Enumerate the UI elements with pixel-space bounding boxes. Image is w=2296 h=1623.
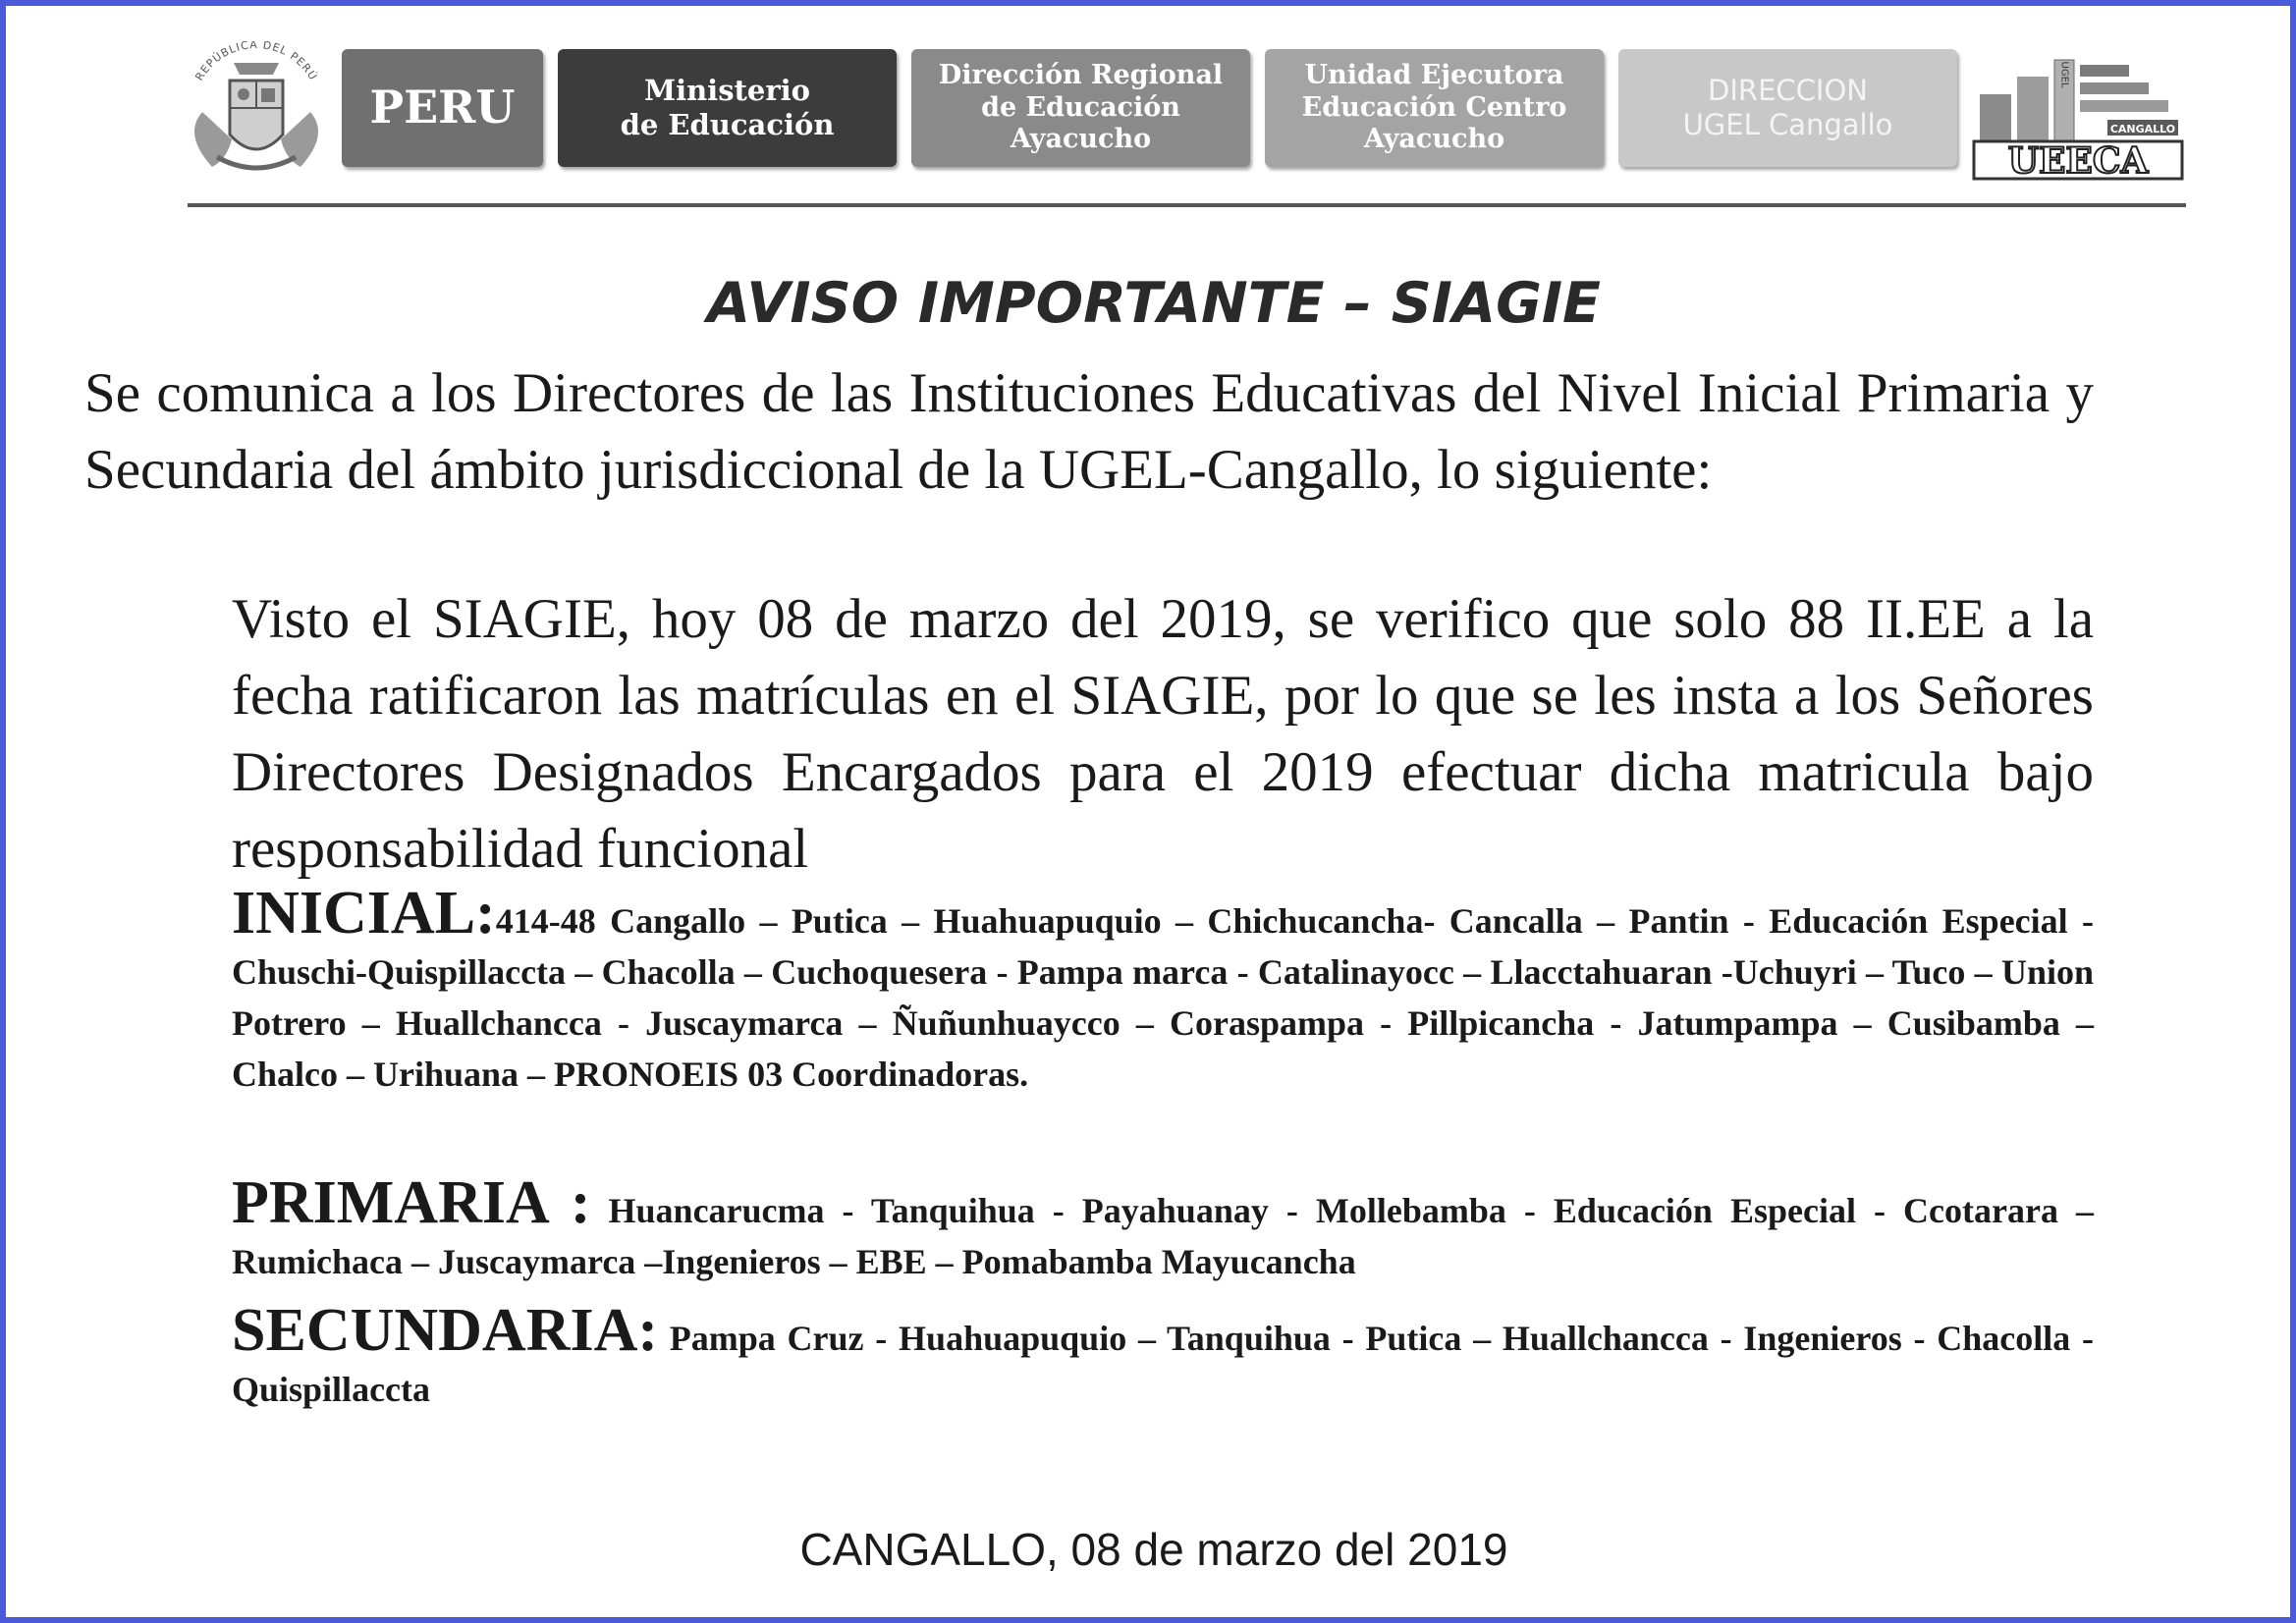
level-primaria — [232, 1169, 2094, 1287]
document-date: CANGALLO, 08 de marzo del 2019 — [799, 1524, 1508, 1575]
level-primaria-list: Huancarucma - Tanquihua - Payahuanay - Mollebamba - Educación Especial - Ccotarara – Rumichaca – Juscaymarca –Ingenieros – EBE – Pomabamba Mayucancha — [232, 1191, 2094, 1281]
ue-line-1: Unidad Ejecutora — [1304, 60, 1564, 91]
letterhead — [173, 37, 2196, 185]
ue-line-3: Ayacucho — [1363, 124, 1505, 155]
document-title: AVISO IMPORTANTE – SIAGIE — [707, 271, 1601, 336]
level-inicial-list: 414-48 Cangallo – Putica – Huahuapuquio – Chichucancha- Cancalla – Pantin - Educación Especial -Chuschi-Quispillaccta – Chacolla – Cuchoquesera - Pampa marca - Catalinayocc – Llacctahuaran -Uchuyri – Tuco – Union Potrero – Huallchancca - Juscaymarca – Ñuñunhuaycco – Coraspampa - Pillpicancha - Jatumpampa – Cusibamba – Chalco – Urihuana – PRONOEIS 03 Coordinadoras. — [232, 901, 2094, 1094]
ugel-line-2: UGEL Cangallo — [1682, 108, 1893, 141]
dre-line-1: Dirección Regional — [938, 60, 1224, 91]
peru-block — [342, 49, 543, 167]
level-secundaria-list: Pampa Cruz - Huahuapuquio – Tanquihua - Putica – Huallchancca - Ingenieros - Chacolla - Quispillaccta — [232, 1319, 2095, 1409]
logo-vertical-text: UGEL — [2058, 61, 2070, 88]
coat-of-arms-icon — [173, 41, 340, 179]
ueeca-logo — [1970, 55, 2186, 183]
level-inicial-label: INICIAL: — [232, 880, 496, 947]
logo-main-text: UEECA — [2007, 140, 2149, 182]
seal-text: REPÚBLICA DEL PERÚ — [192, 41, 320, 83]
notice-paragraph: Visto el SIAGIE, hoy 08 de marzo del 2019, se verifico que solo 88 II.EE a la fecha ratificaron las matrículas en el SIAGIE, por lo que se les insta a los Señores Directores Designados Encargados para el 2019 efectuar dicha matricula bajo responsabilidad funcional — [232, 588, 2094, 880]
level-primaria-label: PRIMARIA : — [232, 1169, 591, 1236]
ueeca-building-icon — [1970, 55, 2186, 183]
direccion-regional-block — [911, 49, 1250, 167]
svg-text:REPÚBLICA DEL PERÚ — [192, 41, 319, 82]
logo-top-text: CANGALLO — [2109, 123, 2176, 135]
ministerio-block — [558, 49, 897, 167]
level-inicial — [232, 880, 2094, 1100]
peru-label: PERU — [369, 81, 516, 135]
coat-of-arms-seal — [173, 41, 340, 179]
level-secundaria-label: SECUNDARIA: — [232, 1297, 659, 1364]
dre-line-3: Ayacucho — [1010, 124, 1152, 155]
header-divider — [188, 203, 2186, 207]
ue-line-2: Educación Centro — [1301, 91, 1567, 123]
ugel-line-1: DIRECCION — [1708, 74, 1868, 108]
unidad-ejecutora-block — [1265, 49, 1604, 167]
ministerio-line-2: de Educación — [620, 108, 835, 141]
ministerio-line-1: Ministerio — [643, 74, 811, 108]
level-secundaria — [232, 1297, 2095, 1415]
dre-line-2: de Educación — [981, 91, 1180, 123]
intro-paragraph: Se comunica a los Directores de las Instituciones Educativas del Nivel Inicial Primaria y Secundaria del ámbito jurisdiccional de la UGEL-Cangallo, lo siguiente: — [84, 362, 2094, 501]
direccion-ugel-block — [1618, 49, 1957, 167]
